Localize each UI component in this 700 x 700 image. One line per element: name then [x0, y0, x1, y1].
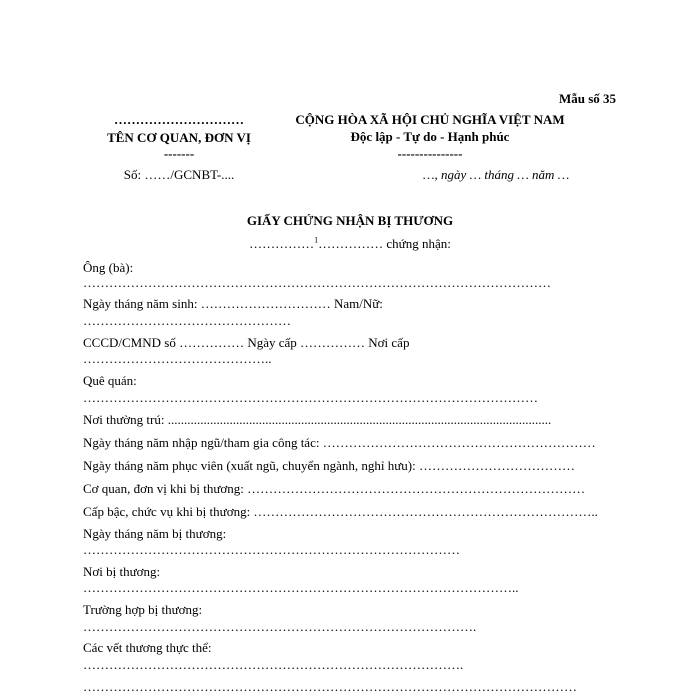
- hometown-dots: ……………………………………………………………………………………………: [83, 390, 538, 405]
- injury-place-label: Nơi bị thương:: [83, 564, 161, 579]
- org-name: TÊN CƠ QUAN, ĐƠN VỊ: [107, 130, 251, 145]
- form-code: Mẫu số 35: [559, 91, 617, 106]
- document-title: GIẤY CHỨNG NHẬN BỊ THƯƠNG: [246, 213, 454, 228]
- unit-line: Cơ quan, đơn vị khi bị thương: ……………………………………………………………………: [83, 481, 586, 496]
- footnote-marker: 1: [314, 235, 319, 245]
- republic-title: CỘNG HÒA XÃ HỘI CHỦ NGHĨA VIỆT NAM: [295, 112, 565, 127]
- doc-number: Số: ……/GCNBT-....: [123, 167, 235, 182]
- demob-line: Ngày tháng năm phục viên (xuất ngũ, chuyển ngành, nghỉ hưu): ………………………………: [83, 458, 575, 473]
- dob-line: Ngày tháng năm sinh: ………………………… Nam/Nữ:: [83, 296, 383, 311]
- injury-date-label: Ngày tháng năm bị thương:: [83, 526, 227, 541]
- motto-rule: ---------------: [397, 146, 463, 161]
- dob-dots: …………………………………………: [83, 313, 291, 328]
- wounds-label: Các vết thương thực thể:: [83, 640, 212, 655]
- name-label: Ông (bà):: [83, 260, 134, 275]
- injury-case-dots: ……………………………………………………………………………….: [83, 619, 477, 634]
- motto: Độc lập - Tự do - Hạnh phúc: [350, 129, 510, 144]
- id-line: CCCD/CMND số …………… Ngày cấp …………… Nơi cấp: [83, 335, 410, 350]
- hometown-label: Quê quán:: [83, 373, 137, 388]
- residence-line: Nơi thường trú: ......................................................................................................................: [83, 412, 552, 427]
- org-dots: …………………………: [114, 112, 244, 127]
- injury-date-dots: ……………………………………………………………………………: [83, 542, 460, 557]
- wounds-dots-2: ……………………………………………………………………………………………………: [83, 679, 577, 694]
- date-line: …, ngày … tháng … năm …: [423, 167, 570, 182]
- org-rule: -------: [163, 146, 195, 161]
- certify-line: [0, 237, 700, 250]
- rank-line: Cấp bậc, chức vụ khi bị thương: ……………………………………………………………………..: [83, 504, 598, 519]
- certify-dots-before: ……………: [249, 236, 315, 251]
- certify-dots-after: …………… chứng nhận:: [318, 236, 451, 251]
- wounds-dots-1: …………………………………………………………………………….: [83, 657, 464, 672]
- enlist-line: Ngày tháng năm nhập ngũ/tham gia công tác: ………………………………………………………: [83, 435, 596, 450]
- name-dots: ………………………………………………………………………………………………: [83, 275, 551, 290]
- injury-case-label: Trường hợp bị thương:: [83, 602, 203, 617]
- id-dots: ……………………………………..: [83, 351, 272, 366]
- injury-place-dots: ………………………………………………………………………………………..: [83, 580, 519, 595]
